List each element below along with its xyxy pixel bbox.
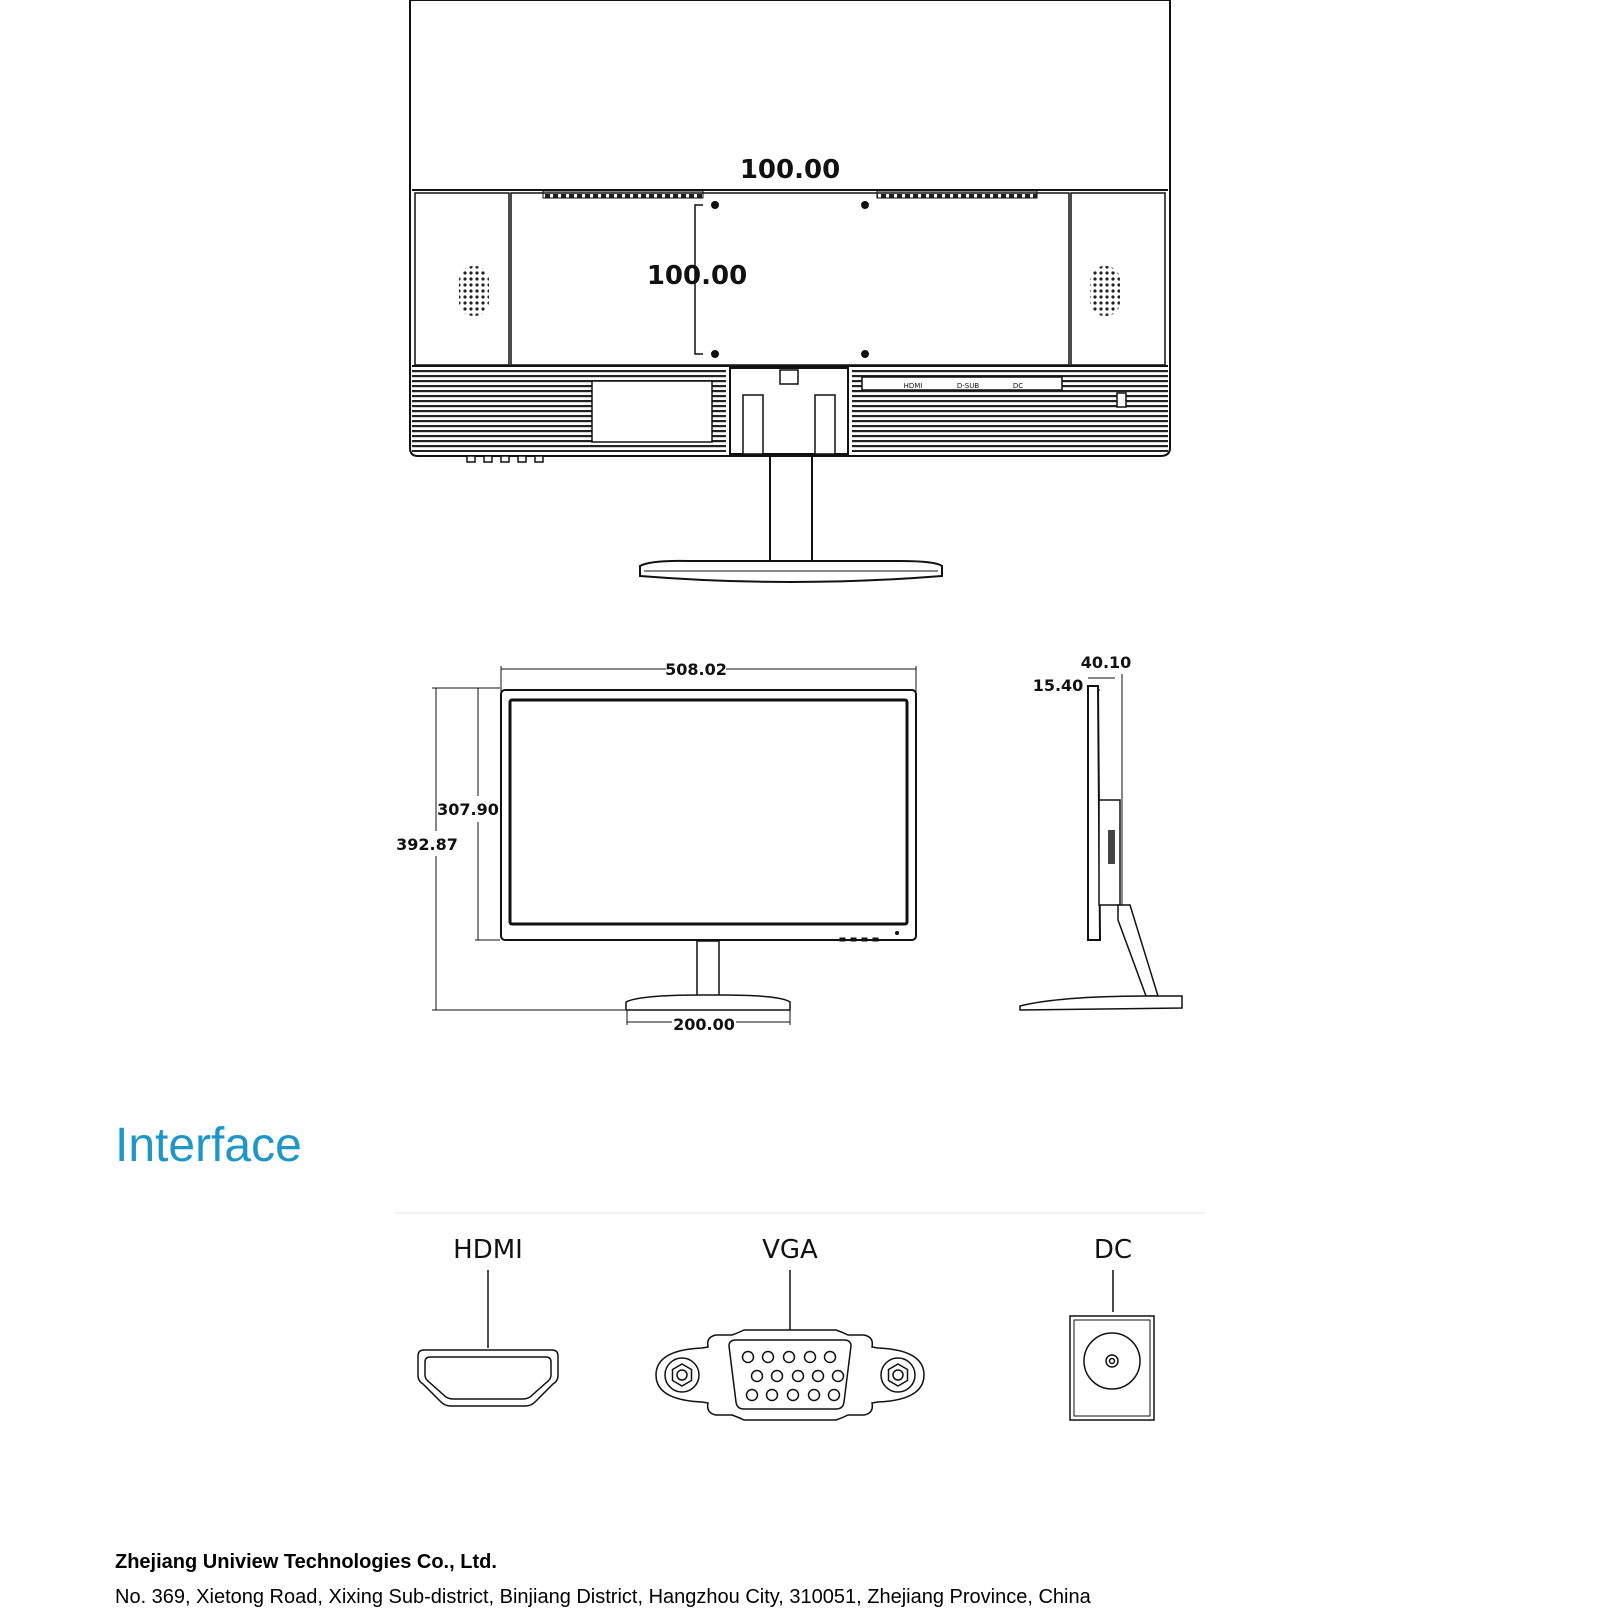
- overall-width-dimension: 508.02: [665, 660, 727, 679]
- dc-port-icon: [1070, 1270, 1154, 1420]
- section-title: Interface: [115, 1119, 302, 1172]
- interface-label-vga: VGA: [762, 1235, 818, 1265]
- base-width-dimension: 200.00: [673, 1015, 735, 1034]
- front-view: [432, 666, 916, 1025]
- total-depth-dimension: 40.10: [1080, 653, 1132, 672]
- panel-depth-dimension: 15.40: [1032, 676, 1084, 695]
- vga-port-icon: [656, 1270, 924, 1420]
- interface-label-hdmi: HDMI: [453, 1235, 523, 1265]
- interface-label-dc: DC: [1093, 1235, 1133, 1265]
- side-view: [1020, 674, 1182, 1010]
- vesa-height-dimension: 100.00: [646, 261, 748, 291]
- hdmi-port-icon: [418, 1270, 558, 1406]
- rear-view: [410, 0, 1170, 582]
- speaker-grill-right: [1090, 266, 1120, 316]
- company-name: Zhejiang Uniview Technologies Co., Ltd.: [115, 1551, 497, 1573]
- panel-height-dimension: 307.90: [437, 800, 499, 819]
- port-label-dc: DC: [1012, 382, 1024, 390]
- company-address: No. 369, Xietong Road, Xixing Sub-district, Binjiang District, Hangzhou City, 310051, Zhejiang Province, China: [115, 1586, 1091, 1608]
- port-label-hdmi: HDMI: [903, 382, 923, 390]
- port-label-dsub: D-SUB: [956, 382, 980, 390]
- speaker-grill-left: [459, 266, 489, 316]
- vesa-width-dimension: 100.00: [739, 155, 841, 185]
- overall-height-dimension: 392.87: [396, 835, 458, 854]
